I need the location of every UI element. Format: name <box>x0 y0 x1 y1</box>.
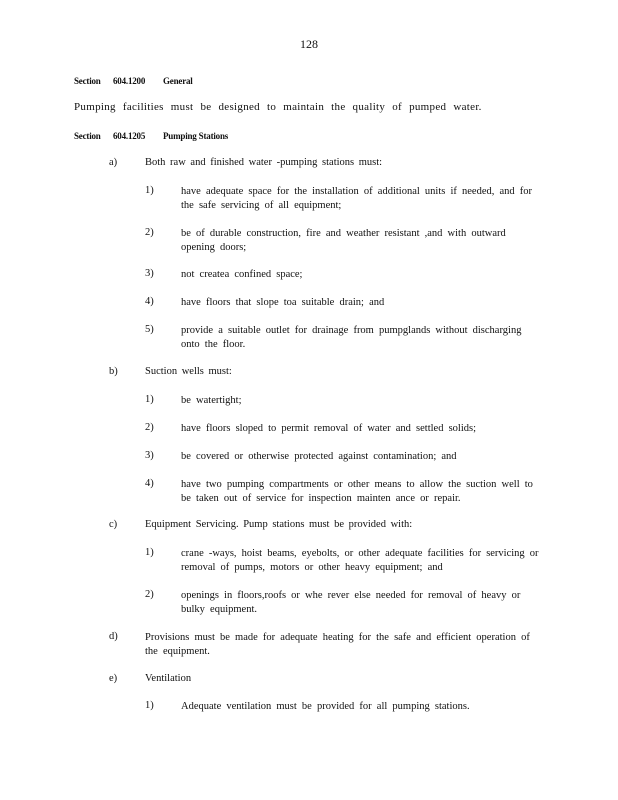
item-number: 3) <box>145 450 154 461</box>
list-item: not createa confined space; <box>181 269 303 280</box>
subsection-d-label: d) <box>109 631 118 642</box>
item-number: 1) <box>145 185 154 196</box>
list-item: have floors that slope toa suitable drain; and <box>181 297 385 308</box>
item-number: 4) <box>145 296 154 307</box>
list-item: Adequate ventilation must be provided for all pumping stations. <box>181 701 470 712</box>
subsection-b-text: Suction wells must: <box>145 366 232 377</box>
item-number: 5) <box>145 324 154 335</box>
item-number: 2) <box>145 589 154 600</box>
list-item: openings in floors,roofs or whe rever else needed for removal of heavy or bulky equipment. <box>181 590 521 615</box>
section-number: 604.1200 <box>113 76 146 86</box>
section-label: Section <box>74 76 101 86</box>
section-title: Pumping Stations <box>163 131 229 141</box>
list-item: have floors sloped to permit removal of water and settled solids; <box>181 423 477 434</box>
list-item: provide a suitable outlet for drainage from pumpglands without discharging onto the floor. <box>181 325 522 350</box>
subsection-a-text: Both raw and finished water -pumping stations must: <box>145 157 383 168</box>
item-number: 2) <box>145 227 154 238</box>
section-number: 604.1205 <box>113 131 146 141</box>
list-item: have adequate space for the installation of additional units if needed, and for the safe servicing of all equipment; <box>181 186 533 211</box>
item-number: 1) <box>145 394 154 405</box>
subsection-e-text: Ventilation <box>145 673 192 684</box>
subsection-e-label: e) <box>109 673 118 684</box>
subsection-b-label: b) <box>109 366 118 377</box>
subsection-d-text: Provisions must be made for adequate heating for the safe and efficient operation of the equipment. <box>145 632 530 657</box>
section-label: Section <box>74 131 101 141</box>
section-title: General <box>163 76 193 86</box>
item-number: 4) <box>145 478 154 489</box>
page-number: 128 <box>300 37 318 51</box>
intro-paragraph: Pumping facilities must be designed to maintain the quality of pumped water. <box>74 101 482 113</box>
subsection-c-label: c) <box>109 519 118 530</box>
list-item: have two pumping compartments or other means to allow the suction well to be taken out of service for inspection mainten ance or repair. <box>181 479 533 504</box>
item-number: 1) <box>145 547 154 558</box>
list-item: crane -ways, hoist beams, eyebolts, or other adequate facilities for servicing or removal of pumps, motors or other heavy equipment; and <box>181 548 539 573</box>
subsection-a-label: a) <box>109 157 118 168</box>
list-item: be covered or otherwise protected against contamination; and <box>181 451 457 462</box>
item-number: 3) <box>145 268 154 279</box>
list-item: be watertight; <box>181 395 242 406</box>
item-number: 1) <box>145 700 154 711</box>
subsection-c-text: Equipment Servicing. Pump stations must be provided with: <box>145 519 413 530</box>
item-number: 2) <box>145 422 154 433</box>
list-item: be of durable construction, fire and weather resistant ,and with outward opening doors; <box>181 228 506 253</box>
